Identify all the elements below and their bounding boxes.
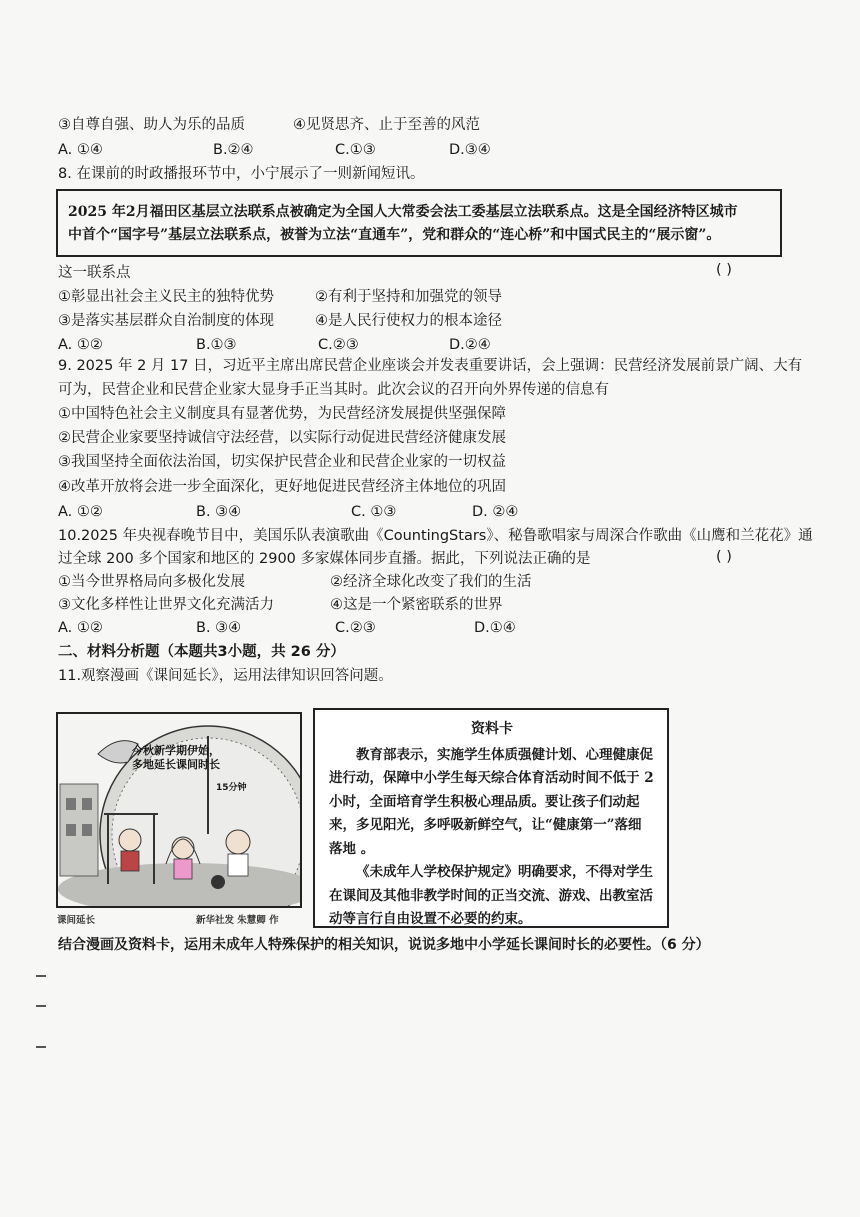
- binding-mark: [36, 1046, 46, 1048]
- q9-choice-a: A. ①②: [58, 504, 103, 520]
- q10-choice-c: C.②③: [335, 620, 376, 636]
- q10-stem-line-2: 过全球 200 多个国家和地区的 2900 多家媒体同步直播。据此，下列说法正确的是: [58, 551, 591, 567]
- cartoon-headline: [132, 744, 220, 772]
- q10-stem-line-1: 10.2025 年央视春晚节目中，美国乐队表演歌曲《CountingStars》、秘鲁歌唱家与周深合作歌曲《山鹰和兰花花》通: [58, 528, 813, 544]
- q9-stem-line-1: 9. 2025 年 2 月 17 日，习近平主席出席民营企业座谈会并发表重要讲话，会上强调：民营经济发展前景广阔、大有: [58, 358, 803, 374]
- q10-option-4: ④这是一个紧密联系的世界: [330, 597, 503, 613]
- news-line-1: 2025 年2月福田区基层立法联系点被确定为全国人大常委会法工委基层立法联系点。这是全国经济特区城市: [68, 204, 738, 220]
- q8-option-3: ③是落实基层群众自治制度的体现: [58, 313, 274, 329]
- q11-stem: 11.观察漫画《课间延长》，运用法律知识回答问题。: [58, 668, 393, 684]
- cartoon-headline-line-2: 多地延长课间时长: [132, 758, 220, 771]
- cartoon-minutes-label: 15分钟: [216, 783, 247, 793]
- q10-choice-b: B. ③④: [196, 620, 242, 636]
- material-card-paragraph-2: 《未成年人学校保护规定》明确要求，不得对学生在课间及其他非教学时间的正当交流、游戏、出教室活动等言行自由设置不必要的约束。: [329, 864, 653, 927]
- binding-mark: [36, 975, 46, 977]
- q8-option-2: ②有利于坚持和加强党的领导: [315, 289, 502, 305]
- q8-stem: 8. 在课前的时政播报环节中，小宁展示了一则新闻短讯。: [58, 166, 425, 182]
- q11-question: 结合漫画及资料卡，运用未成年人特殊保护的相关知识，说说多地中小学延长课间时长的必要性。（6 分）: [58, 937, 710, 953]
- cartoon-caption-title: 课间延长: [57, 915, 96, 926]
- cartoon-headline-line-1: 今秋新学期伊始，: [132, 744, 220, 757]
- q10-option-3: ③文化多样性让世界文化充满活力: [58, 597, 274, 613]
- q9-option-2: ②民营企业家要坚持诚信守法经营，以实际行动促进民营经济健康发展: [58, 430, 506, 446]
- cartoon-illustration: [56, 712, 302, 908]
- q9-option-3: ③我国坚持全面依法治国，切实保护民营企业和民营企业家的一切权益: [58, 454, 506, 470]
- q10-choice-d: D.①④: [474, 620, 516, 636]
- q9-choice-b: B. ③④: [196, 504, 242, 520]
- q10-choice-a: A. ①②: [58, 620, 103, 636]
- material-card-title: 资料卡: [471, 721, 513, 737]
- q7-choice-d: D.③④: [449, 142, 491, 158]
- cartoon-caption-credit: 新华社发 朱慧卿 作: [196, 915, 279, 926]
- q8-choice-b: B.①③: [196, 337, 237, 353]
- section-title: 二、材料分析题（本题共3小题，共 26 分）: [58, 644, 345, 660]
- q10-answer-paren: ( ): [716, 549, 732, 565]
- news-line-2: 中首个“国字号”基层立法联系点，被誉为立法“直通车”，党和群众的“连心桥”和中国式民主的“展示窗”。: [68, 227, 721, 243]
- material-card-paragraph-1: 教育部表示，实施学生体质强健计划、心理健康促进行动，保障中小学生每天综合体育活动时间不低于 2 小时，全面培育学生积极心理品质。要让孩子们动起来，多见阳光，多呼吸新鲜空气，让“健康第一”落细落地 。: [329, 746, 654, 857]
- q7-choice-b: B.②④: [213, 142, 254, 158]
- cartoon-drawing: [58, 714, 300, 906]
- q9-choice-d: D. ②④: [472, 504, 519, 520]
- q7-choice-a: A. ①④: [58, 142, 103, 158]
- q10-option-2: ②经济全球化改变了我们的生活: [330, 574, 532, 590]
- q9-stem-line-2: 可为，民营企业和民营企业家大显身手正当其时。此次会议的召开向外界传递的信息有: [58, 382, 609, 398]
- q8-choice-a: A. ①②: [58, 337, 103, 353]
- q8-question: 这一联系点: [58, 265, 131, 281]
- q7-choice-c: C.①③: [335, 142, 376, 158]
- q7-option-4: ④见贤思齐、止于至善的风范: [293, 117, 480, 133]
- q10-option-1: ①当今世界格局向多极化发展: [58, 574, 245, 590]
- q9-option-1: ①中国特色社会主义制度具有显著优势，为民营经济发展提供坚强保障: [58, 406, 506, 422]
- q9-choice-c: C. ①③: [351, 504, 397, 520]
- q8-answer-paren: ( ): [716, 262, 732, 278]
- news-box: [56, 189, 782, 257]
- q8-option-4: ④是人民行使权力的根本途径: [315, 313, 502, 329]
- q7-option-3: ③自尊自强、助人为乐的品质: [58, 117, 245, 133]
- q8-choice-d: D.②④: [449, 337, 491, 353]
- q8-option-1: ①彰显出社会主义民主的独特优势: [58, 289, 274, 305]
- binding-mark: [36, 1005, 46, 1007]
- q8-choice-c: C.②③: [318, 337, 359, 353]
- material-card: [313, 708, 669, 928]
- q9-option-4: ④改革开放将会进一步全面深化，更好地促进民营经济主体地位的巩固: [58, 479, 506, 495]
